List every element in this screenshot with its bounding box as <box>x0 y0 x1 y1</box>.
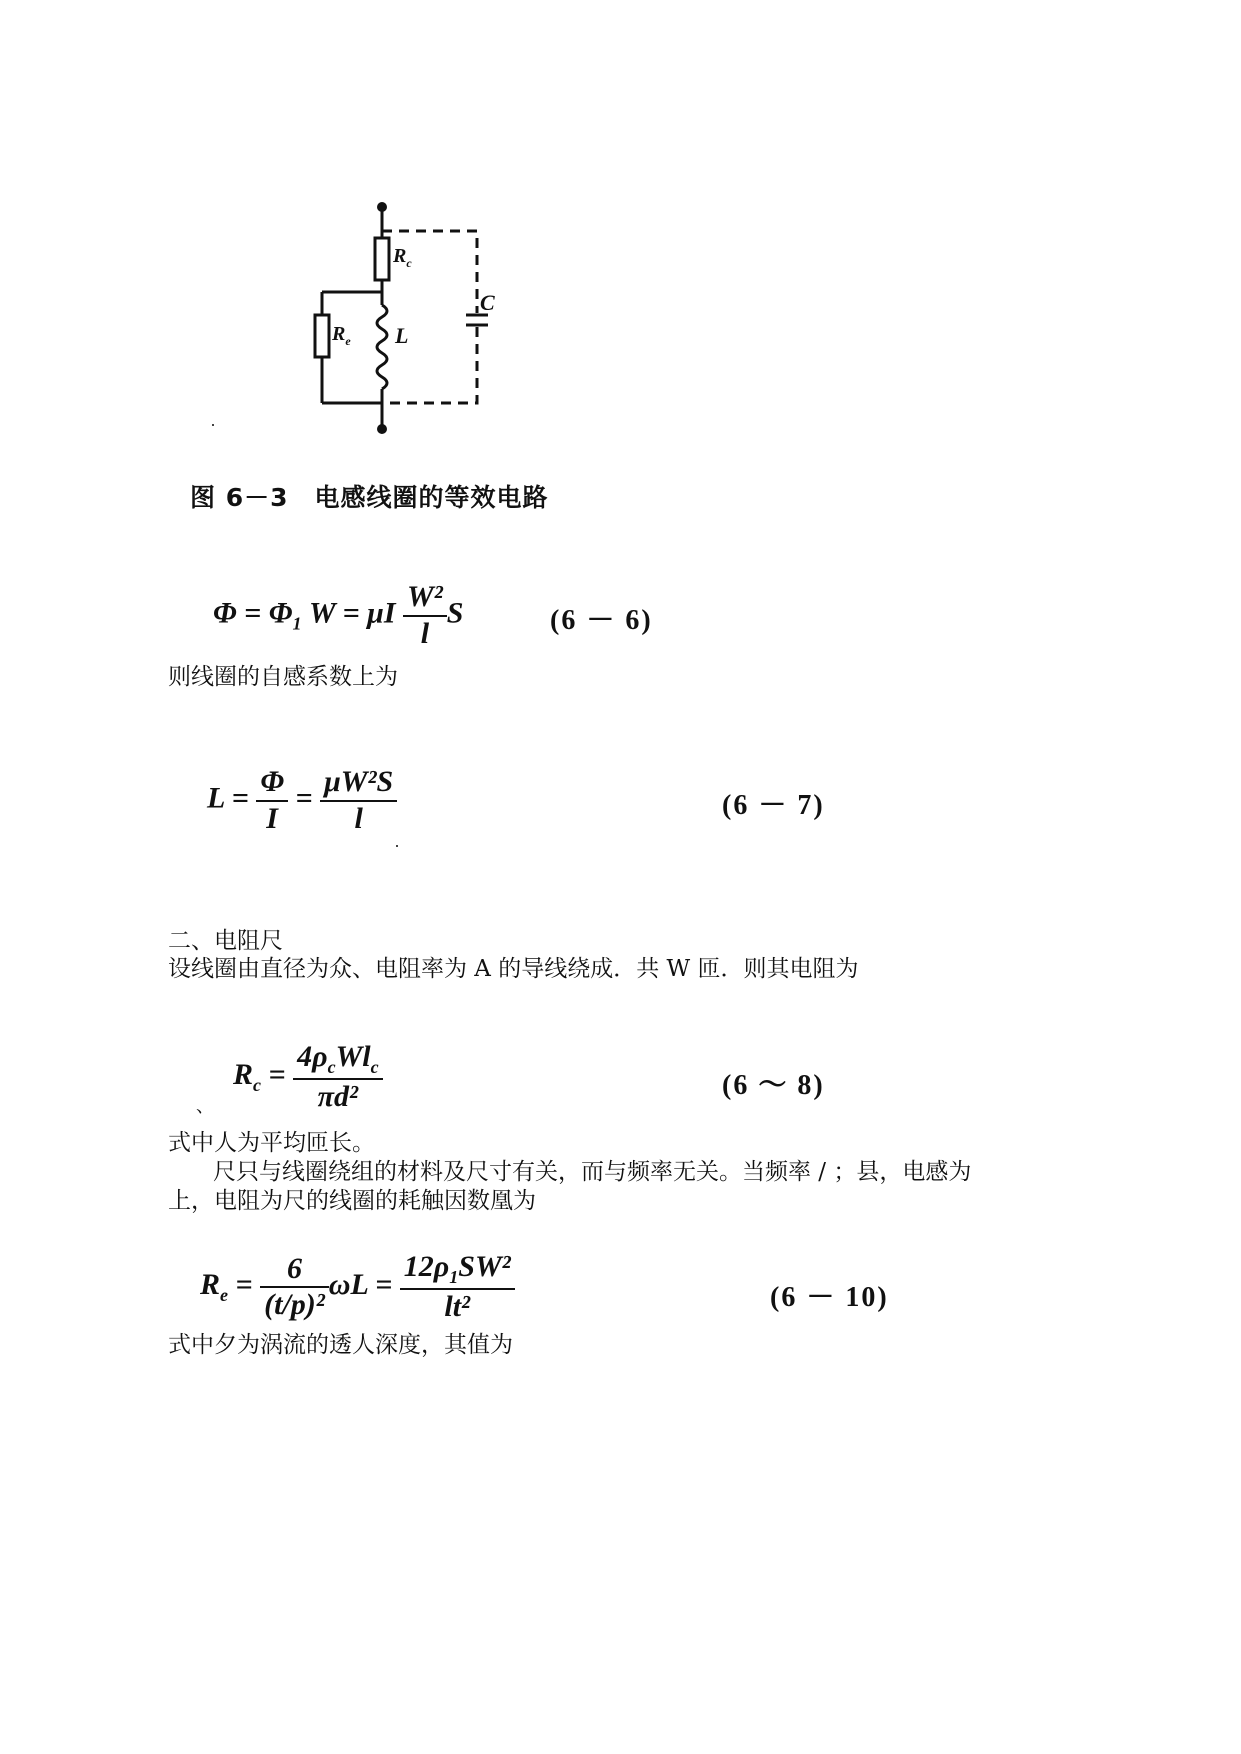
equation-6-7: L = $\frac{\Phi}{I}$ = $\frac{\text{μW²S}}{l}$ <box>207 765 397 836</box>
stray-dot <box>212 424 214 426</box>
label-c: C <box>480 290 495 315</box>
figure-caption: 图 6－3 电感线圈的等效电路 <box>190 483 549 512</box>
stray-mark: 、 <box>196 1096 214 1117</box>
equivalent-circuit-figure <box>300 195 510 445</box>
label-re: $R_e$ <box>332 323 351 348</box>
text-line-1: 则线圈的自感系数上为 <box>168 664 398 690</box>
equation-number-6-10: (6 － 10) <box>770 1282 889 1313</box>
label-rc: $R_c$ <box>393 245 412 270</box>
bottom-terminal <box>377 424 387 434</box>
text-line-4: 式中夕为涡流的透人深度，其值为 <box>168 1332 513 1358</box>
stray-dot-2 <box>396 845 398 847</box>
equation-6-6: $\Phi = \Phi_1$ W = μI $\frac{\text{W²}}{l}$ S <box>213 580 464 650</box>
section-heading-2: 二、电阻尺 <box>168 928 283 954</box>
inductor-l <box>377 305 387 389</box>
equation-6-8: $R_c$ = $\frac{4\rho_cWl_c}{\text{πd²}}$ <box>233 1040 383 1114</box>
equation-number-6-6: (6 － 6) <box>550 605 653 636</box>
resistor-re <box>315 315 329 357</box>
paragraph-1-line-b: 上，电阻为尺的线圈的耗触因数凰为 <box>168 1188 536 1214</box>
equation-6-10: $R_e$ = $\frac{6}{\text{(t/p)²}}$ ωL = $\frac{12\rho_1SW^2}{\text{lt²}}$ <box>200 1250 515 1324</box>
text-line-2: 设线圈由直径为众、电阻率为 A 的导线绕成．共 W 匝．则其电阻为 <box>168 956 859 982</box>
circuit-diagram <box>300 195 510 445</box>
label-l: L <box>395 323 409 348</box>
equation-number-6-8: (6 ～ 8) <box>722 1070 825 1101</box>
resistor-rc <box>375 238 389 280</box>
paragraph-1-line-a: 尺只与线圈绕组的材料及尺寸有关，而与频率无关。当频率 / ；县，电感为 <box>213 1159 972 1185</box>
equation-number-6-7: (6 － 7) <box>722 790 825 821</box>
text-line-3: 式中人为平均匝长。 <box>168 1130 375 1156</box>
